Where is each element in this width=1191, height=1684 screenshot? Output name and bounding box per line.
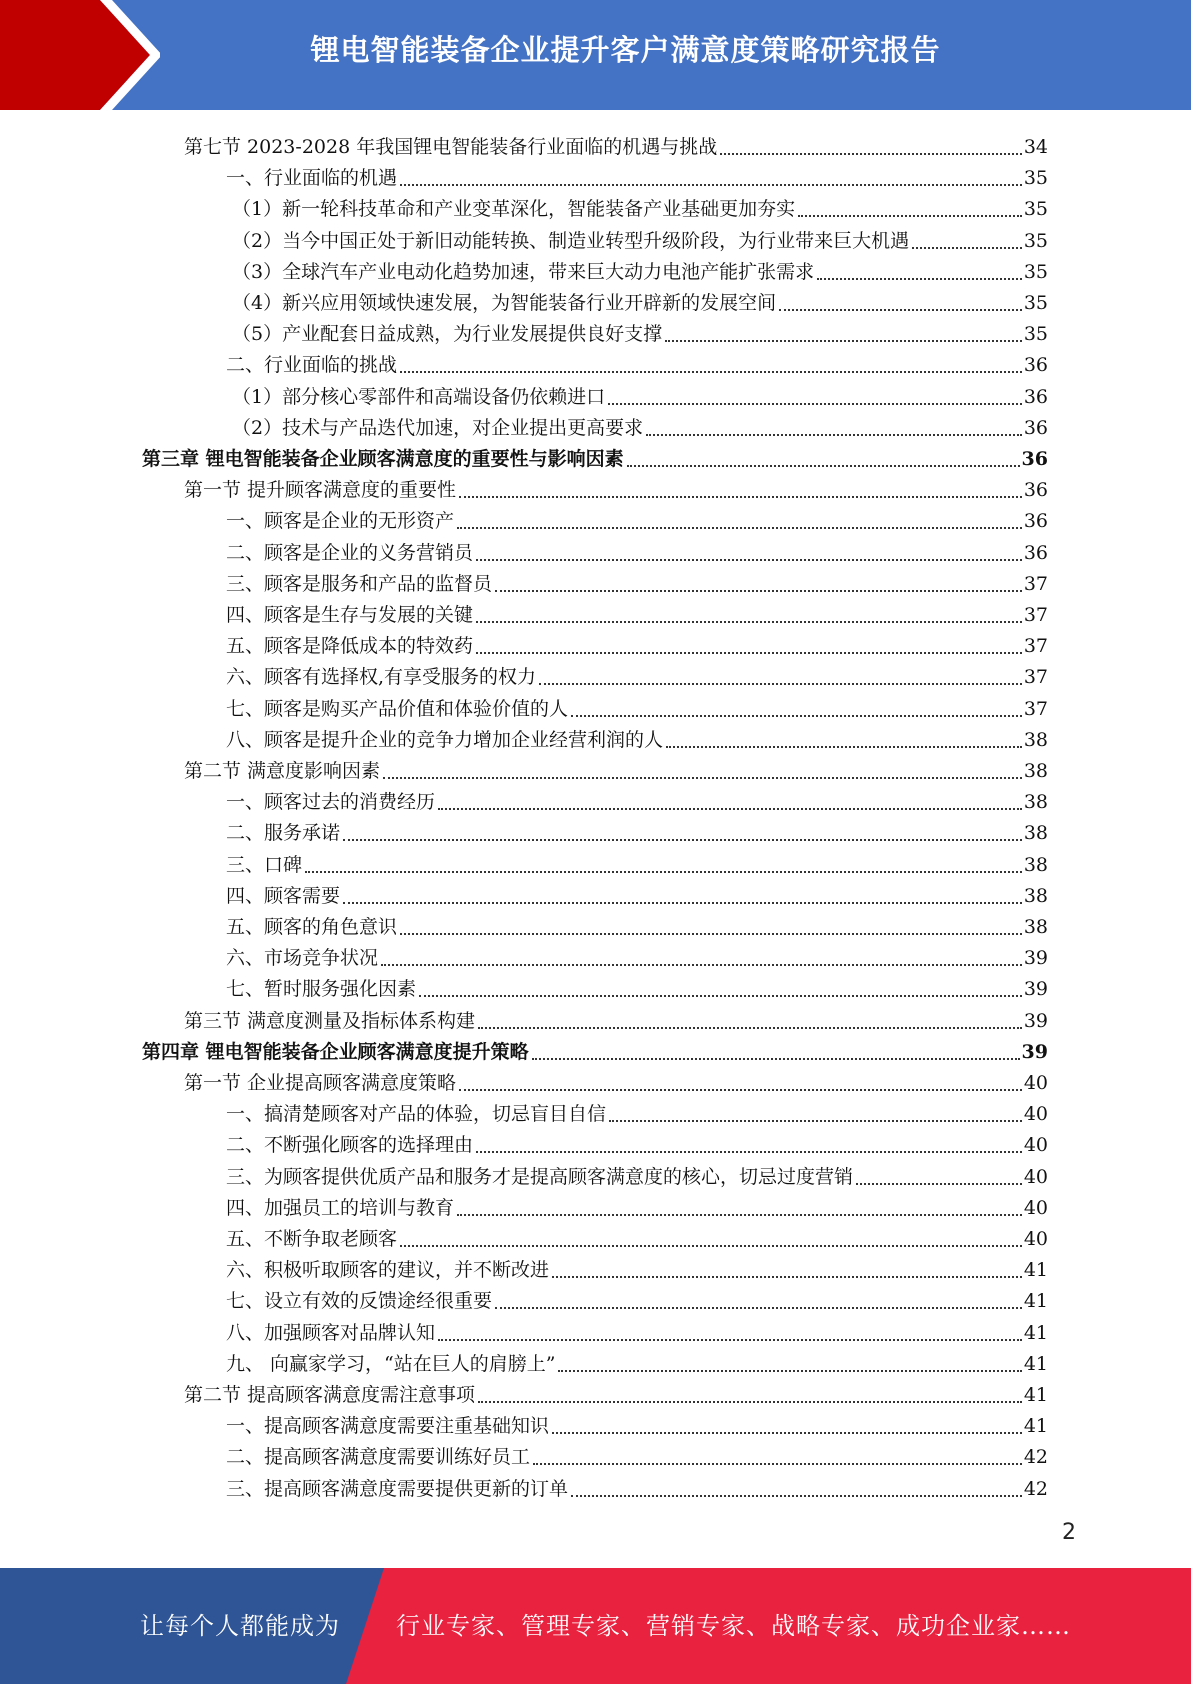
toc-leader-dots xyxy=(495,1295,1022,1309)
toc-entry[interactable] xyxy=(226,1345,1048,1376)
toc-leader-dots xyxy=(552,1420,1022,1434)
toc-entry-page: 37 xyxy=(1023,635,1048,658)
toc-leader-dots xyxy=(457,1202,1022,1216)
toc-entry[interactable] xyxy=(184,1376,1048,1407)
toc-entry[interactable] xyxy=(226,1470,1048,1501)
toc-entry-label: 九、 向赢家学习，“站在巨人的肩膀上” xyxy=(226,1352,556,1375)
toc-leader-dots xyxy=(305,859,1022,873)
toc-entry[interactable] xyxy=(226,1158,1048,1189)
toc-leader-dots xyxy=(627,453,1020,467)
toc-leader-dots xyxy=(609,1108,1022,1122)
toc-entry-page: 40 xyxy=(1023,1228,1048,1250)
page-footer xyxy=(0,1568,1191,1684)
toc-entry-label: 五、顾客的角色意识 xyxy=(226,916,398,938)
toc-entry-label: 二、顾客是企业的义务营销员 xyxy=(226,541,474,564)
toc-entry-page: 40 xyxy=(1023,1134,1048,1157)
toc-entry-page: 36 xyxy=(1023,541,1048,564)
toc-entry-page: 37 xyxy=(1023,666,1048,689)
toc-entry-label: 一、行业面临的机遇 xyxy=(226,167,398,190)
toc-entry[interactable] xyxy=(184,1064,1048,1095)
toc-leader-dots xyxy=(552,1264,1022,1278)
report-title: 锂电智能装备企业提升客户满意度策略研究报告 xyxy=(310,33,941,67)
toc-leader-dots xyxy=(476,1139,1022,1153)
toc-entry-page: 38 xyxy=(1023,884,1048,907)
toc-leader-dots xyxy=(478,1389,1022,1403)
toc-entry[interactable] xyxy=(184,1002,1048,1033)
toc-entry[interactable] xyxy=(226,1189,1048,1220)
toc-leader-dots xyxy=(665,328,1022,342)
toc-entry-page: 39 xyxy=(1023,1009,1048,1032)
toc-entry-page: 42 xyxy=(1023,1446,1048,1469)
toc-entry-label: 七、顾客是购买产品价值和体验价值的人 xyxy=(226,697,569,720)
toc-entry[interactable] xyxy=(226,939,1048,970)
toc-entry-label: 第一节 企业提高顾客满意度策略 xyxy=(184,1072,457,1094)
toc-entry-label: 三、提高顾客满意度需要提供更新的订单 xyxy=(226,1477,569,1500)
toc-entry-label: 三、口碑 xyxy=(226,853,303,876)
toc-entry-label: （3）全球汽车产业电动化趋势加速，带来巨大动力电池产能扩张需求 xyxy=(232,260,815,283)
toc-entry[interactable] xyxy=(232,409,1048,440)
toc-entry-label: 二、行业面临的挑战 xyxy=(226,354,398,377)
toc-entry[interactable] xyxy=(226,596,1048,627)
toc-entry-page: 41 xyxy=(1023,1415,1048,1438)
toc-entry-page: 40 xyxy=(1023,1072,1048,1094)
toc-entry-label: （5）产业配套日益成熟，为行业发展提供良好支撑 xyxy=(232,323,663,346)
toc-entry-page: 34 xyxy=(1023,136,1048,158)
toc-entry[interactable] xyxy=(226,1407,1048,1438)
toc-entry-page: 36 xyxy=(1023,416,1048,439)
toc-entry[interactable] xyxy=(226,1438,1048,1469)
toc-entry-page: 37 xyxy=(1023,572,1048,595)
toc-leader-dots xyxy=(400,359,1022,373)
toc-leader-dots xyxy=(912,235,1022,249)
toc-leader-dots xyxy=(438,796,1022,810)
toc-leader-dots xyxy=(817,266,1022,280)
toc-leader-dots xyxy=(383,765,1022,779)
toc-entry[interactable] xyxy=(226,970,1048,1001)
toc-leader-dots xyxy=(533,1451,1022,1465)
toc-entry-page: 36 xyxy=(1023,354,1048,377)
toc-entry[interactable] xyxy=(232,253,1048,284)
toc-entry-label: 三、顾客是服务和产品的监督员 xyxy=(226,572,493,595)
toc-entry-page: 41 xyxy=(1023,1259,1048,1282)
toc-entry-page: 37 xyxy=(1023,604,1048,626)
footer-slogan-right: 行业专家、管理专家、营销专家、战略专家、成功企业家…… xyxy=(396,1612,1071,1640)
toc-entry-page: 39 xyxy=(1021,1040,1048,1063)
toc-leader-dots xyxy=(495,578,1022,592)
toc-entry-page: 41 xyxy=(1023,1290,1048,1313)
toc-entry[interactable] xyxy=(226,721,1048,752)
toc-entry-label: 一、搞清楚顾客对产品的体验，切忌盲目自信 xyxy=(226,1103,607,1126)
toc-entry-page: 36 xyxy=(1023,479,1048,502)
toc-entry[interactable] xyxy=(226,1314,1048,1345)
toc-entry-page: 38 xyxy=(1023,853,1048,876)
toc-entry-page: 36 xyxy=(1023,510,1048,533)
toc-entry[interactable] xyxy=(232,284,1048,315)
toc-leader-dots xyxy=(476,547,1022,561)
toc-entry-page: 38 xyxy=(1023,728,1048,751)
toc-leader-dots xyxy=(438,1327,1022,1341)
toc-entry-page: 38 xyxy=(1023,760,1048,782)
page-header xyxy=(0,0,1191,110)
toc-entry-page: 38 xyxy=(1023,822,1048,845)
toc-entry[interactable] xyxy=(226,1282,1048,1313)
toc-entry-page: 39 xyxy=(1023,947,1048,970)
toc-entry-label: 第七节 2023-2028 年我国锂电智能装备行业面临的机遇与挑战 xyxy=(184,136,718,158)
toc-entry-label: 第四章 锂电智能装备企业顾客满意度提升策略 xyxy=(142,1040,529,1063)
toc-entry-page: 36 xyxy=(1023,385,1048,408)
toc-entry-page: 37 xyxy=(1023,697,1048,720)
footer-slogan-left: 让每个人都能成为 xyxy=(140,1612,340,1640)
toc-leader-dots xyxy=(400,1233,1022,1247)
toc-leader-dots xyxy=(459,484,1022,498)
toc-entry[interactable] xyxy=(232,190,1048,221)
toc-entry-page: 41 xyxy=(1023,1384,1048,1406)
toc-entry-page: 41 xyxy=(1023,1321,1048,1344)
toc-entry-page: 35 xyxy=(1023,198,1048,221)
toc-entry-label: 二、提高顾客满意度需要训练好员工 xyxy=(226,1446,531,1469)
toc-leader-dots xyxy=(457,515,1022,529)
toc-entry-label: （1）新一轮科技革命和产业变革深化，智能装备产业基础更加夯实 xyxy=(232,198,796,221)
toc-leader-dots xyxy=(476,640,1022,654)
toc-entry-label: 七、设立有效的反馈途经很重要 xyxy=(226,1290,493,1313)
toc-entry-label: 第三章 锂电智能装备企业顾客满意度的重要性与影响因素 xyxy=(142,448,624,470)
toc-entry-label: 一、提高顾客满意度需要注重基础知识 xyxy=(226,1415,550,1438)
toc-entry[interactable] xyxy=(226,534,1048,565)
toc-entry-label: 五、顾客是降低成本的特效药 xyxy=(226,635,474,658)
toc-entry[interactable] xyxy=(226,1220,1048,1251)
toc-entry-label: 八、加强顾客对品牌认知 xyxy=(226,1321,436,1344)
toc-entry-page: 38 xyxy=(1023,791,1048,814)
toc-chapter-entry[interactable] xyxy=(142,440,1048,471)
toc-entry-label: （2）技术与产品迭代加速，对企业提出更高要求 xyxy=(232,416,644,439)
toc-entry-page: 40 xyxy=(1023,1165,1048,1188)
toc-entry[interactable] xyxy=(226,159,1048,190)
toc-entry-page: 39 xyxy=(1023,978,1048,1001)
toc-entry[interactable] xyxy=(226,1095,1048,1126)
toc-entry[interactable] xyxy=(226,565,1048,596)
toc-entry-label: （4）新兴应用领域快速发展，为智能装备行业开辟新的发展空间 xyxy=(232,292,777,314)
toc-leader-dots xyxy=(381,952,1022,966)
toc-entry[interactable] xyxy=(232,222,1048,253)
toc-entry-page: 38 xyxy=(1023,916,1048,938)
toc-entry-page: 36 xyxy=(1021,448,1048,470)
toc-entry[interactable] xyxy=(226,346,1048,377)
toc-entry-page: 40 xyxy=(1023,1103,1048,1126)
toc-entry-label: 一、顾客过去的消费经历 xyxy=(226,791,436,814)
toc-entry-label: 二、服务承诺 xyxy=(226,822,341,845)
toc-leader-dots xyxy=(720,141,1022,155)
toc-leader-dots xyxy=(539,671,1022,685)
toc-entry-page: 35 xyxy=(1023,260,1048,283)
toc-entry-page: 35 xyxy=(1023,229,1048,252)
toc-entry-label: 四、顾客需要 xyxy=(226,884,341,907)
toc-entry[interactable] xyxy=(226,502,1048,533)
toc-leader-dots xyxy=(343,827,1022,841)
toc-entry[interactable] xyxy=(184,471,1048,502)
toc-entry-label: 四、加强员工的培训与教育 xyxy=(226,1196,455,1219)
toc-leader-dots xyxy=(571,1483,1022,1497)
toc-leader-dots xyxy=(476,609,1022,623)
toc-entry-label: 第二节 提高顾客满意度需注意事项 xyxy=(184,1384,476,1406)
toc-chapter-entry[interactable] xyxy=(142,1033,1048,1064)
toc-entry[interactable] xyxy=(226,908,1048,939)
toc-leader-dots xyxy=(478,1015,1022,1029)
toc-leader-dots xyxy=(419,983,1022,997)
toc-leader-dots xyxy=(798,203,1022,217)
toc-entry-label: 六、市场竞争状况 xyxy=(226,947,379,970)
toc-leader-dots xyxy=(558,1358,1021,1372)
toc-entry-label: 五、不断争取老顾客 xyxy=(226,1228,398,1250)
toc-leader-dots xyxy=(666,734,1022,748)
toc-leader-dots xyxy=(779,297,1022,311)
toc-entry-page: 40 xyxy=(1023,1196,1048,1219)
toc-leader-dots xyxy=(646,422,1022,436)
toc-entry-page: 42 xyxy=(1023,1477,1048,1500)
toc-entry-label: 八、顾客是提升企业的竞争力增加企业经营利润的人 xyxy=(226,728,664,751)
toc-leader-dots xyxy=(608,391,1022,405)
toc-entry-label: （1）部分核心零部件和高端设备仍依赖进口 xyxy=(232,385,606,408)
toc-entry[interactable] xyxy=(184,752,1048,783)
toc-leader-dots xyxy=(571,703,1022,717)
toc-entry-label: 六、顾客有选择权,有享受服务的权力 xyxy=(226,666,537,689)
toc-entry-label: 三、为顾客提供优质产品和服务才是提高顾客满意度的核心，切忌过度营销 xyxy=(226,1165,854,1188)
toc-entry[interactable] xyxy=(184,128,1048,159)
page-number: 2 xyxy=(1062,1520,1076,1545)
toc-entry[interactable] xyxy=(226,658,1048,689)
toc-entry-page: 35 xyxy=(1023,292,1048,314)
toc-entry[interactable] xyxy=(232,378,1048,409)
toc-entry-page: 35 xyxy=(1023,323,1048,346)
toc-entry-label: 一、顾客是企业的无形资产 xyxy=(226,510,455,533)
toc-entry[interactable] xyxy=(226,814,1048,845)
toc-entry-label: 六、积极听取顾客的建议，并不断改进 xyxy=(226,1259,550,1282)
toc-entry-label: 第三节 满意度测量及指标体系构建 xyxy=(184,1009,476,1032)
toc-entry-label: 第一节 提升顾客满意度的重要性 xyxy=(184,479,457,502)
toc-entry-page: 35 xyxy=(1023,167,1048,190)
toc-entry-label: 第二节 满意度影响因素 xyxy=(184,760,381,782)
toc-entry[interactable] xyxy=(226,783,1048,814)
toc-leader-dots xyxy=(532,1046,1020,1060)
toc-entry-label: 七、暂时服务强化因素 xyxy=(226,978,417,1001)
toc-entry[interactable] xyxy=(226,1126,1048,1157)
toc-leader-dots xyxy=(400,921,1022,935)
toc-leader-dots xyxy=(343,890,1022,904)
toc-entry[interactable] xyxy=(226,846,1048,877)
toc-entry-page: 41 xyxy=(1023,1352,1048,1375)
toc-entry[interactable] xyxy=(232,315,1048,346)
toc-entry-label: 二、不断强化顾客的选择理由 xyxy=(226,1134,474,1157)
toc-leader-dots xyxy=(400,172,1022,186)
toc-leader-dots xyxy=(459,1077,1022,1091)
toc-entry[interactable] xyxy=(226,877,1048,908)
toc-entry[interactable] xyxy=(226,627,1048,658)
toc-entry[interactable] xyxy=(226,1251,1048,1282)
toc-leader-dots xyxy=(856,1171,1022,1185)
toc-entry-label: 四、顾客是生存与发展的关键 xyxy=(226,604,474,626)
toc-entry[interactable] xyxy=(226,690,1048,721)
toc-entry-label: （2）当今中国正处于新旧动能转换、制造业转型升级阶段，为行业带来巨大机遇 xyxy=(232,229,910,252)
